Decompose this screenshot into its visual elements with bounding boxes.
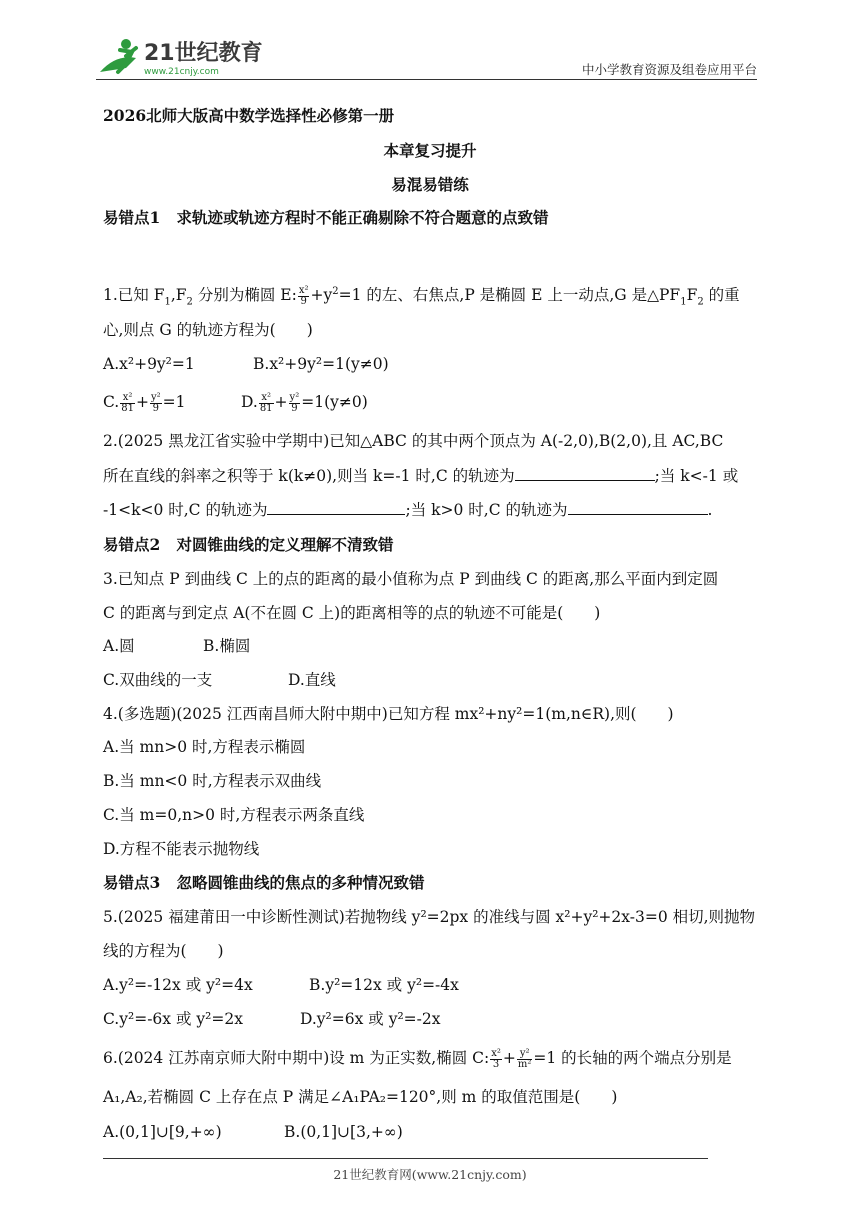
- q6-line1: 6.(2024 江苏南京师大附中期中)设 m 为正实数,椭圆 C: $\frac{\text{x²}}{3}$ + $\frac{\text{y²}}{\text{m²}}$ =1 的长轴的两个端点分别是: [103, 1047, 732, 1070]
- errpoint-2: 易错点2 对圆锥曲线的定义理解不清致错: [103, 535, 394, 554]
- q2-blank-2: [267, 500, 405, 515]
- q6-option-b: B.(0,1]∪[3,+∞): [284, 1123, 403, 1141]
- section-title: 易混易错练: [391, 175, 469, 194]
- q1-option-a: A.x²+9y²=1: [103, 355, 195, 373]
- header-platform-text: 中小学教育资源及组卷应用平台: [581, 62, 757, 77]
- q5-option-a: A.y²=-12x 或 y²=4x: [103, 976, 253, 994]
- logo-url: www.21cnjy.com: [144, 67, 219, 77]
- q1-option-b: B.x²+9y²=1(y≠0): [253, 355, 389, 373]
- errpoint-text: 求轨迹或轨迹方程时不能正确剔除不符合题意的点致错: [176, 208, 549, 227]
- q1-option-d: D. $\frac{\text{x²}}{81}$ + $\frac{\text{y²}}{9}$ =1(y≠0): [241, 391, 368, 414]
- q1-option-c: C. $\frac{\text{x²}}{81}$ + $\frac{\text{y²}}{9}$ =1: [103, 391, 186, 414]
- q5-option-d: D.y²=6x 或 y²=-2x: [300, 1010, 441, 1028]
- errpoint-3: 易错点3 忽略圆锥曲线的焦点的多种情况致错: [103, 873, 425, 892]
- header-divider: [96, 79, 757, 80]
- q2-line1: 2.(2025 黑龙江省实验中学期中)已知△ABC 的其中两个顶点为 A(-2,0),B(2,0),且 AC,BC: [103, 432, 724, 450]
- q3-option-b: B.椭圆: [203, 637, 251, 655]
- q4-option-d: D.方程不能表示抛物线: [103, 840, 260, 858]
- q3-option-d: D.直线: [288, 671, 336, 689]
- q5-line2: 线的方程为( ): [103, 942, 224, 960]
- book-title: 2026北师大版高中数学选择性必修第一册: [103, 106, 395, 125]
- errpoint-label: 易错点1: [103, 208, 161, 227]
- footer-divider: [103, 1158, 708, 1159]
- q3-line2: C 的距离与到定点 A(不在圆 C 上)的距离相等的点的轨迹不可能是( ): [103, 604, 601, 622]
- q2-line2: 所在直线的斜率之积等于 k(k≠0),则当 k=-1 时,C 的轨迹为 ;当 k<-1 或: [103, 467, 739, 485]
- chapter-title: 本章复习提升: [383, 141, 477, 160]
- footer-text: 21世纪教育网(www.21cnjy.com): [333, 1167, 527, 1182]
- q6-line2: A₁,A₂,若椭圆 C 上存在点 P 满足∠A₁PA₂=120°,则 m 的取值范围是( ): [103, 1088, 618, 1106]
- q1-line1: 1.已知 $F_1,F_2$ 分别为椭圆 E: $\frac{\text{x²}}{9}$ $+y^2=1$ 的左、右焦点,P 是椭圆 E 上一动点,G 是$\triangle PF_1F_2$ 的重: [103, 284, 740, 308]
- logo-text: 21世纪教育: [144, 41, 263, 66]
- q5-option-b: B.y²=12x 或 y²=-4x: [309, 976, 459, 994]
- q4-option-c: C.当 m=0,n>0 时,方程表示两条直线: [103, 806, 365, 824]
- q3-line1: 3.已知点 P 到曲线 C 上的点的距离的最小值称为点 P 到曲线 C 的距离,那么平面内到定圆: [103, 570, 719, 588]
- q1-fraction: $\frac{\text{x²}}{9}$: [298, 284, 309, 307]
- q3-option-c: C.双曲线的一支: [103, 671, 213, 689]
- site-logo: [96, 34, 266, 80]
- q4-option-a: A.当 mn>0 时,方程表示椭圆: [103, 738, 306, 756]
- q2-line3: -1<k<0 时,C 的轨迹为 ;当 k>0 时,C 的轨迹为 .: [103, 501, 713, 519]
- q5-option-c: C.y²=-6x 或 y²=2x: [103, 1010, 243, 1028]
- q3-option-a: A.圆: [103, 637, 135, 655]
- q6-option-a: A.(0,1]∪[9,+∞): [103, 1123, 222, 1141]
- q2-blank-1: [515, 466, 655, 481]
- errpoint-1: [103, 208, 549, 228]
- q5-line1: 5.(2025 福建莆田一中诊断性测试)若抛物线 y²=2px 的准线与圆 x²+y²+2x-3=0 相切,则抛物: [103, 908, 756, 926]
- q1-line2: 心,则点 G 的轨迹方程为( ): [103, 321, 313, 339]
- q4-line1: 4.(多选题)(2025 江西南昌师大附中期中)已知方程 mx²+ny²=1(m,n∈R),则( ): [103, 705, 674, 723]
- q2-blank-3: [568, 500, 708, 515]
- q4-option-b: B.当 mn<0 时,方程表示双曲线: [103, 772, 322, 790]
